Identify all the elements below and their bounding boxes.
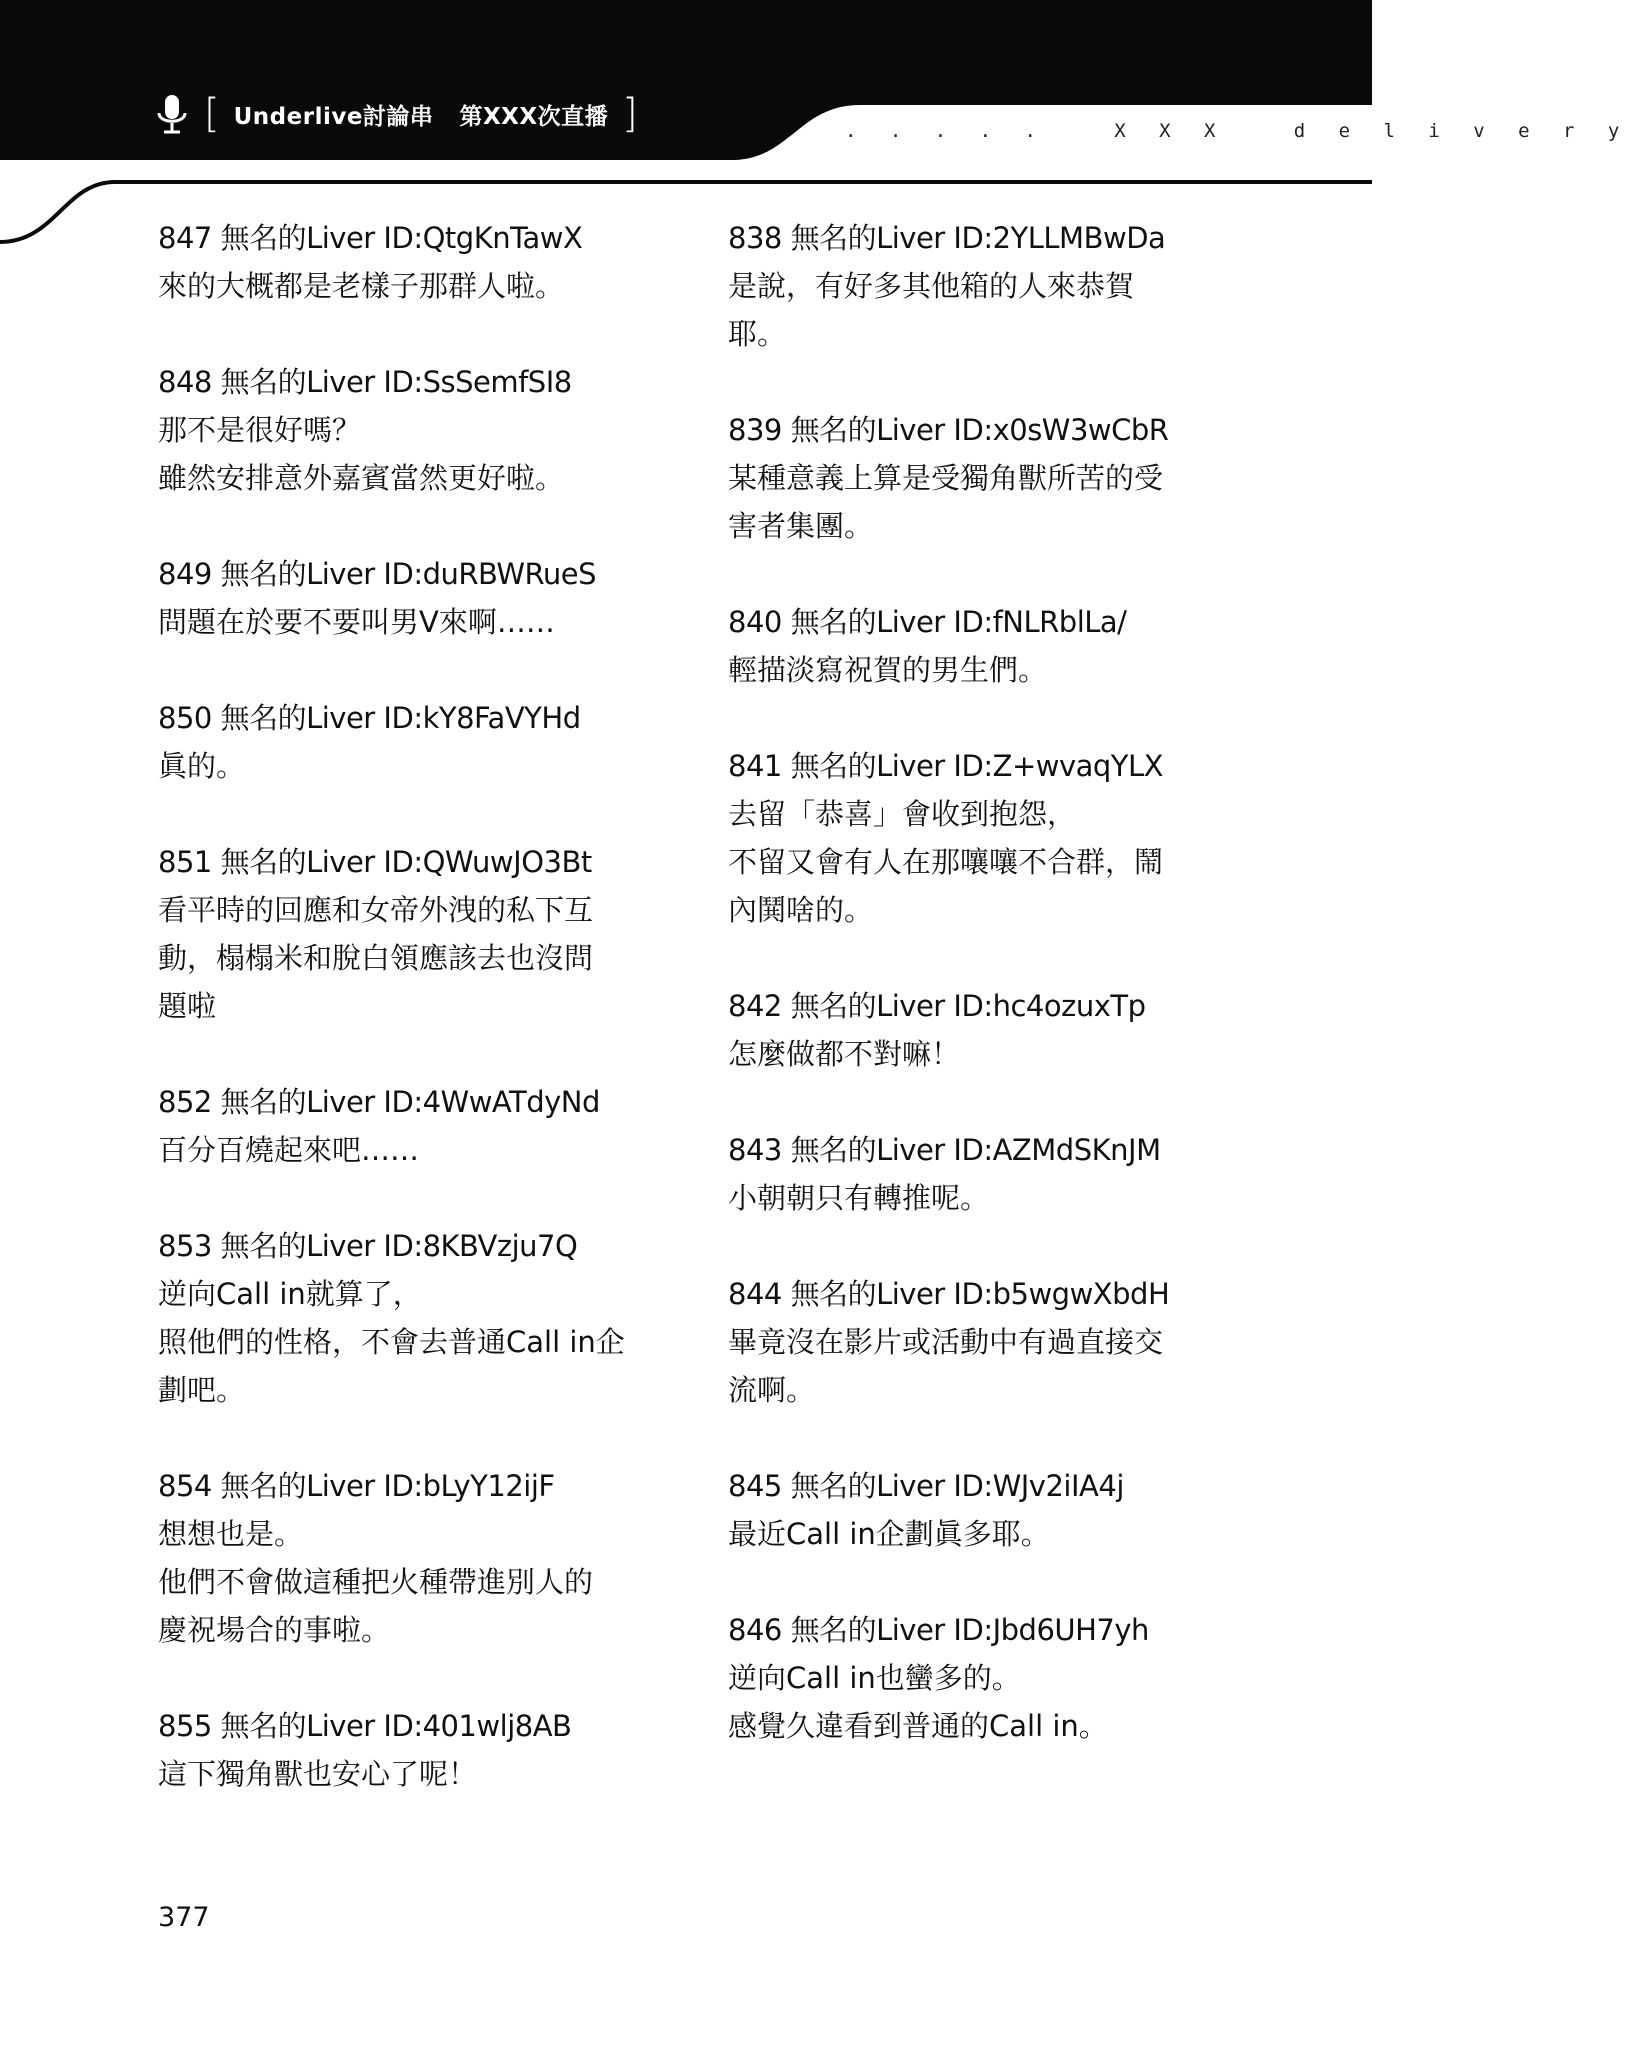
post xyxy=(728,1270,1208,1414)
post-text-line: 某種意義上算是受獨角獸所苦的受 xyxy=(728,461,1164,495)
post xyxy=(158,1702,658,1798)
post-text-line: 逆向Call in就算了， xyxy=(158,1277,422,1311)
post-text-line: 問題在於要不要叫男V來啊…… xyxy=(158,605,555,639)
post-text-line: 這下獨角獸也安心了呢！ xyxy=(158,1757,478,1791)
post-text-line: 題啦 xyxy=(158,989,217,1023)
post-header: 854 無名的Liver ID:bLyY12ijF xyxy=(158,1469,555,1503)
post-header: 848 無名的Liver ID:SsSemfSI8 xyxy=(158,365,572,399)
thread-title xyxy=(234,98,609,131)
post-text-line: 逆向Call in也蠻多的。 xyxy=(728,1661,1021,1695)
post-header: 846 無名的Liver ID:Jbd6UH7yh xyxy=(728,1613,1149,1647)
post xyxy=(728,1462,1208,1558)
post xyxy=(158,838,658,1030)
post xyxy=(158,550,658,646)
post-header: 841 無名的Liver ID:Z+wvaqYLX xyxy=(728,749,1164,783)
post-text-line: 來的大概都是老樣子那群人啦。 xyxy=(158,269,565,303)
post-text-line: 慶祝場合的事啦。 xyxy=(158,1613,391,1647)
left-column xyxy=(158,214,658,1846)
post xyxy=(728,1126,1208,1222)
post-header: 853 無名的Liver ID:8KBVzju7Q xyxy=(158,1229,578,1263)
post-text-line: 去留「恭喜」會收到抱怨， xyxy=(728,797,1077,831)
post-text-line: 不留又會有人在那嚷嚷不合群，鬧 xyxy=(728,845,1164,879)
post xyxy=(728,214,1208,358)
post-header: 845 無名的Liver ID:WJv2iIA4j xyxy=(728,1469,1124,1503)
post-text-line: 那不是很好嗎？ xyxy=(158,413,362,447)
page-number: 377 xyxy=(158,1902,210,1933)
post xyxy=(728,406,1208,550)
post-text-line: 怎麼做都不對嘛！ xyxy=(728,1037,961,1071)
post-text-line: 害者集團。 xyxy=(728,509,874,543)
post-text-line: 最近Call in企劃眞多耶。 xyxy=(728,1517,1050,1551)
post-text-line: 雖然安排意外嘉賓當然更好啦。 xyxy=(158,461,565,495)
post-header: 849 無名的Liver ID:duRBWRueS xyxy=(158,557,597,591)
post-header: 851 無名的Liver ID:QWuwJO3Bt xyxy=(158,845,592,879)
post-text-line: 百分百燒起來吧…… xyxy=(158,1133,420,1167)
post-text-line: 感覺久違看到普通的Call in。 xyxy=(728,1709,1108,1743)
post xyxy=(158,1078,658,1174)
post xyxy=(158,214,658,310)
post-header: 844 無名的Liver ID:b5wgwXbdH xyxy=(728,1277,1170,1311)
post xyxy=(728,1606,1208,1750)
title-close-bracket: ] xyxy=(622,91,638,137)
post-text-line: 流啊。 xyxy=(728,1373,816,1407)
post-header: 839 無名的Liver ID:x0sW3wCbR xyxy=(728,413,1169,447)
post-text-line: 畢竟沒在影片或活動中有過直接交 xyxy=(728,1325,1164,1359)
post-header: 855 無名的Liver ID:401wlj8AB xyxy=(158,1709,572,1743)
post xyxy=(158,358,658,502)
post-text-line: 耶。 xyxy=(728,317,787,351)
thread-episode: 第XXX次直播 xyxy=(459,103,609,130)
right-column xyxy=(728,214,1208,1798)
post-text-line: 劃吧。 xyxy=(158,1373,246,1407)
post-text-line: 動，榻榻米和脫白領應該去也沒問 xyxy=(158,941,594,975)
microphone-icon xyxy=(152,92,192,136)
post-header: 842 無名的Liver ID:hc4ozuxTp xyxy=(728,989,1146,1023)
post-text-line: 內鬨啥的。 xyxy=(728,893,874,927)
post-header: 852 無名的Liver ID:4WwATdyNd xyxy=(158,1085,600,1119)
post-text-line: 想想也是。 xyxy=(158,1517,304,1551)
title-open-bracket: [ xyxy=(204,91,220,137)
post-text-line: 輕描淡寫祝賀的男生們。 xyxy=(728,653,1048,687)
header-title xyxy=(152,92,638,136)
post xyxy=(158,1222,658,1414)
post-text-line: 照他們的性格，不會去普通Call in企 xyxy=(158,1325,625,1359)
post-header: 847 無名的Liver ID:QtgKnTawX xyxy=(158,221,583,255)
post-header: 843 無名的Liver ID:AZMdSKnJM xyxy=(728,1133,1161,1167)
thread-series: Underlive討論串 xyxy=(233,103,434,130)
post-text-line: 看平時的回應和女帝外洩的私下互 xyxy=(158,893,594,927)
post-header: 838 無名的Liver ID:2YLLMBwDa xyxy=(728,221,1166,255)
post xyxy=(728,742,1208,934)
post xyxy=(728,598,1208,694)
post-text-line: 是說，有好多其他箱的人來恭賀 xyxy=(728,269,1135,303)
post xyxy=(158,1462,658,1654)
post-header: 850 無名的Liver ID:kY8FaVYHd xyxy=(158,701,581,735)
post xyxy=(728,982,1208,1078)
post-text-line: 眞的。 xyxy=(158,749,246,783)
delivery-subtitle: . . . . . X X X d e l i v e r y xyxy=(845,120,1630,142)
post xyxy=(158,694,658,790)
post-text-line: 小朝朝只有轉推呢。 xyxy=(728,1181,990,1215)
post-header: 840 無名的Liver ID:fNLRblLa/ xyxy=(728,605,1127,639)
post-text-line: 他們不會做這種把火種帶進別人的 xyxy=(158,1565,594,1599)
